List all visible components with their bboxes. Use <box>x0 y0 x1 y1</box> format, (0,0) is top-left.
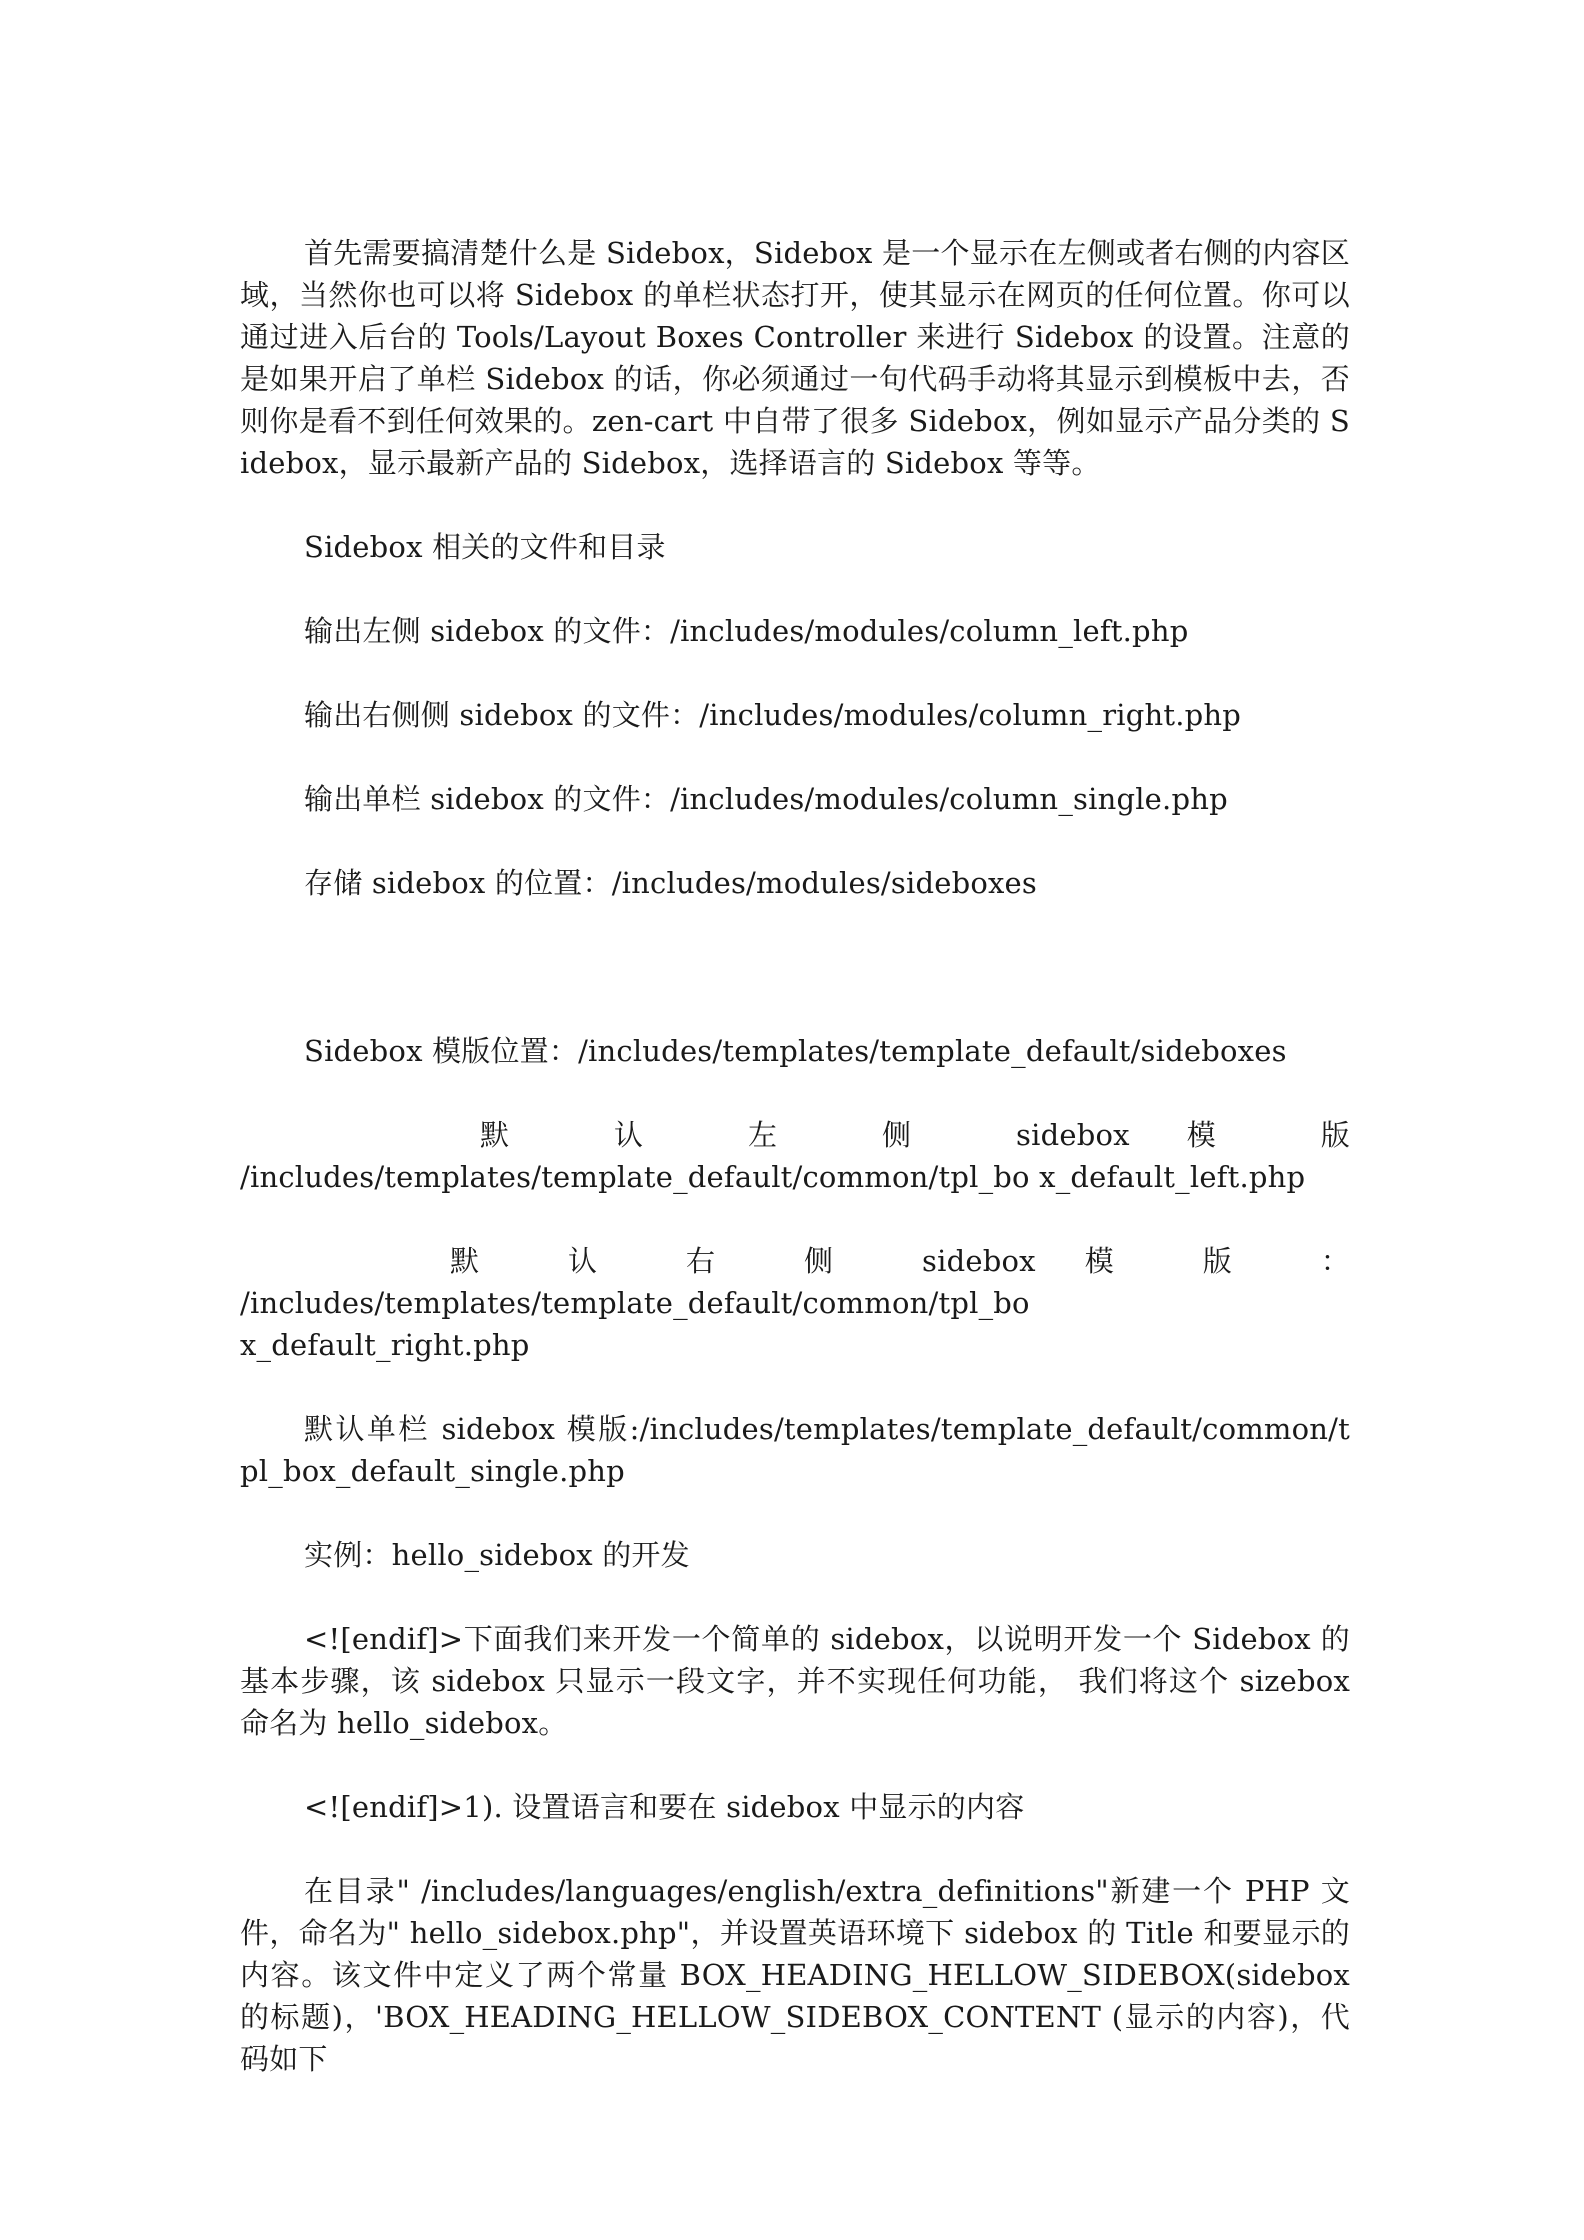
example-heading: 实例：hello_sidebox 的开发 <box>304 1538 690 1572</box>
spacer <box>240 946 1350 1030</box>
right-output-file: 输出右侧侧 sidebox 的文件：/includes/modules/column_right.php <box>304 698 1242 732</box>
default-left-path: /includes/templates/template_default/common/tpl_bo x_default_left.php <box>240 1160 1306 1194</box>
single-output-file: 输出单栏 sidebox 的文件：/includes/modules/column_single.php <box>304 782 1228 816</box>
default-left-label: 默 认 左 侧 sidebox 模 版 <box>480 1118 1350 1152</box>
document-page <box>240 232 1350 2122</box>
default-right-path-line2: x_default_right.php <box>240 1328 530 1362</box>
template-location: Sidebox 模版位置：/includes/templates/template_default/sideboxes <box>304 1034 1287 1068</box>
sidebox-storage: 存储 sidebox 的位置：/includes/modules/sideboxes <box>304 866 1037 900</box>
left-output-file: 输出左侧 sidebox 的文件：/includes/modules/column_left.php <box>304 614 1189 648</box>
files-heading: Sidebox 相关的文件和目录 <box>304 530 666 564</box>
step1-description: 在目录" /includes/languages/english/extra_definitions"新建一个 PHP 文件，命名为" hello_sidebox.php"，并设置英语环境下 sidebox 的 Title 和要显示的内容。该文件中定义了两个常量 BOX_HEADING_HELLOW_SIDEBOX(sidebox 的标题)，'BOX_HEADING_HELLOW_SIDEBOX_CONTENT (显示的内容)，代码如下 <box>240 1874 1350 2076</box>
step1-heading: <![endif]>1). 设置语言和要在 sidebox 中显示的内容 <box>304 1790 1025 1824</box>
default-left-template <box>240 1114 1350 1198</box>
default-right-path-line1: /includes/templates/template_default/common/tpl_bo <box>240 1286 1030 1320</box>
develop-paragraph: <![endif]>下面我们来开发一个简单的 sidebox，以说明开发一个 Sidebox 的基本步骤，该 sidebox 只显示一段文字，并不实现任何功能， 我们将这个 sizebox 命名为 hello_sidebox。 <box>240 1622 1350 1740</box>
default-right-template <box>240 1240 1350 1366</box>
intro-paragraph: 首先需要搞清楚什么是 Sidebox，Sidebox 是一个显示在左侧或者右侧的内容区域，当然你也可以将 Sidebox 的单栏状态打开，使其显示在网页的任何位置。你可以通过进入后台的 Tools/Layout Boxes Controller 来进行 Sidebox 的设置。注意的是如果开启了单栏 Sidebox 的话，你必须通过一句代码手动将其显示到模板中去，否则你是看不到任何效果的。zen-cart 中自带了很多 Sidebox，例如显示产品分类的 Sidebox，显示最新产品的 Sidebox，选择语言的 Sidebox 等等。 <box>240 236 1350 480</box>
default-right-label: 默 认 右 侧 sidebox 模 版 ： <box>450 1244 1350 1278</box>
default-single-template: 默认单栏 sidebox 模版:/includes/templates/template_default/common/tpl_box_default_single.php <box>240 1412 1350 1488</box>
